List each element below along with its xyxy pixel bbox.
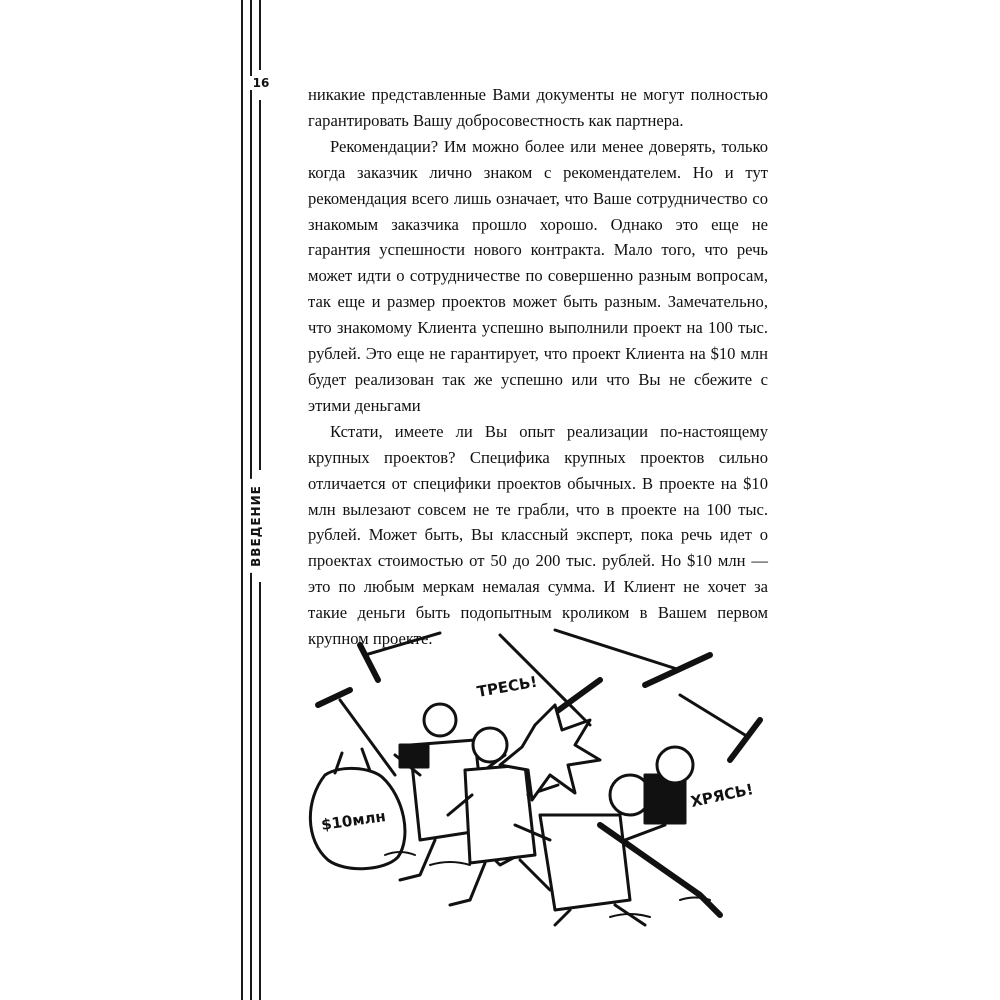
- running-section-title: ВВЕДЕНИЕ: [249, 479, 263, 573]
- rake-icon: [680, 695, 760, 760]
- rake-icon: [555, 630, 710, 685]
- margin-rule-inner-middle: [259, 100, 261, 470]
- rake-icon: [360, 633, 440, 680]
- margin-rule-outer: [241, 0, 243, 1000]
- paragraph-3: Кстати, имеете ли Вы опыт реализации по-настоящему крупных проектов? Специфика крупных проектов сильно отличается от специфики проектов обычных. В проекте на $10 млн вылезают совсем не те грабли, что в проекте на 100 тыс. рублей. Может быть, Вы классный эксперт, пока речь идет о проектах стоимостью от 50 до 200 тыс. рублей. Но $10 млн — это по любым меркам немалая сумма. И Клиент не хочет за такие деньги быть подопытным кроликом в Вашем первом крупном проекте.: [308, 421, 768, 649]
- margin-rule-inner-top: [259, 0, 261, 70]
- bag-label: $10млн: [320, 807, 387, 834]
- margin-rule-inner-bottom: [259, 582, 261, 1000]
- sound-effect-right: ХРЯСЬ!: [689, 780, 755, 811]
- rake-icon: [318, 690, 395, 775]
- body-text: [308, 82, 768, 652]
- sound-effect-left: ТРЕСЬ!: [475, 672, 539, 701]
- paragraph-1: никакие представленные Вами документы не могут полностью гарантировать Вашу добросовестность как партнера.: [308, 85, 768, 130]
- page-number: 16: [250, 76, 272, 90]
- cartoon-illustration: [300, 625, 770, 930]
- paragraph-2: Рекомендации? Им можно более или менее доверять, только когда заказчик лично знаком с рекомендателем. Но и тут рекомендация всего лишь означает, что Ваше сотрудничество со знакомым заказчика прошло хорошо. Однако это еще не гарантия успешности нового контракта. Мало того, что речь может идти о сотрудничестве по совершенно разным вопросам, так еще и размер проектов может быть разным. Замечательно, что знакомому Клиента успешно выполнили проект на 100 тыс. рублей. Это еще не гарантирует, что проект Клиента на $10 млн будет реализован так же успешно или что Вы не сбежите с этими деньгами: [308, 136, 768, 415]
